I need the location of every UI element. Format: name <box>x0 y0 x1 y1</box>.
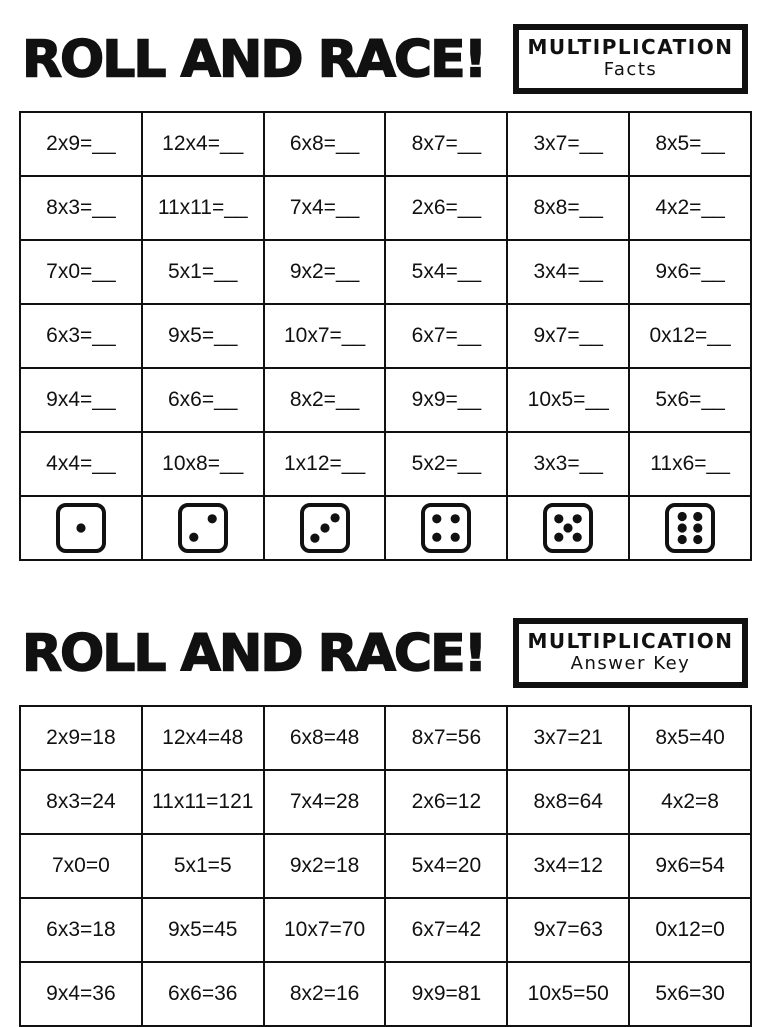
fact-cell: 5x4=__ <box>385 240 507 304</box>
fact-cell: 8x5=__ <box>629 112 751 176</box>
fact-cell: 1x12=__ <box>264 432 386 496</box>
answer-cell: 9x5=45 <box>142 898 264 962</box>
fact-cell: 9x9=__ <box>385 368 507 432</box>
answer-cell: 8x8=64 <box>507 770 629 834</box>
dice-cell <box>264 496 386 560</box>
worksheet-title: ROLL AND RACE! <box>22 30 486 90</box>
fact-cell: 11x6=__ <box>629 432 751 496</box>
fact-cell: 9x7=__ <box>507 304 629 368</box>
die-pip <box>330 513 339 522</box>
die-pip <box>451 533 460 542</box>
answer-row <box>20 898 751 962</box>
fact-row <box>20 304 751 368</box>
answer-row <box>20 770 751 834</box>
die-pip <box>433 533 442 542</box>
fact-cell: 7x4=__ <box>264 176 386 240</box>
fact-cell: 3x4=__ <box>507 240 629 304</box>
answer-cell: 5x1=5 <box>142 834 264 898</box>
answer-cell: 12x4=48 <box>142 706 264 770</box>
fact-cell: 8x7=__ <box>385 112 507 176</box>
fact-cell: 3x3=__ <box>507 432 629 496</box>
answer-cell: 7x4=28 <box>264 770 386 834</box>
die-pip <box>678 523 687 532</box>
dice-row <box>20 496 751 560</box>
fact-cell: 9x6=__ <box>629 240 751 304</box>
answer-cell: 4x2=8 <box>629 770 751 834</box>
badge-heading: MULTIPLICATION <box>527 35 734 59</box>
badge-subheading: Facts <box>603 59 658 80</box>
fact-row <box>20 368 751 432</box>
die-five-icon <box>542 502 594 554</box>
fact-cell: 6x6=__ <box>142 368 264 432</box>
die-pip <box>573 533 582 542</box>
die-pip <box>693 535 702 544</box>
answer-cell: 9x4=36 <box>20 962 142 1026</box>
fact-cell: 9x4=__ <box>20 368 142 432</box>
fact-cell: 2x6=__ <box>385 176 507 240</box>
die-pip <box>189 533 198 542</box>
answer-cell: 7x0=0 <box>20 834 142 898</box>
die-four-icon <box>420 502 472 554</box>
die-pip <box>678 512 687 521</box>
dice-cell <box>142 496 264 560</box>
answer-cell: 11x11=121 <box>142 770 264 834</box>
answer-cell: 6x8=48 <box>264 706 386 770</box>
answer-row <box>20 962 751 1026</box>
fact-row <box>20 240 751 304</box>
fact-cell: 10x5=__ <box>507 368 629 432</box>
fact-cell: 7x0=__ <box>20 240 142 304</box>
dice-cell <box>507 496 629 560</box>
die-pip <box>310 534 319 543</box>
fact-cell: 8x8=__ <box>507 176 629 240</box>
answer-cell: 8x5=40 <box>629 706 751 770</box>
die-pip <box>554 533 563 542</box>
die-pip <box>564 523 573 532</box>
fact-cell: 0x12=__ <box>629 304 751 368</box>
badge-subheading: Answer Key <box>570 653 691 674</box>
fact-cell: 5x1=__ <box>142 240 264 304</box>
fact-cell: 11x11=__ <box>142 176 264 240</box>
facts-grid <box>19 111 752 561</box>
die-three-icon <box>299 502 351 554</box>
answer-cell: 6x3=18 <box>20 898 142 962</box>
answer-cell: 9x6=54 <box>629 834 751 898</box>
fact-row <box>20 176 751 240</box>
answer-cell: 9x9=81 <box>385 962 507 1026</box>
fact-cell: 5x2=__ <box>385 432 507 496</box>
dice-cell <box>629 496 751 560</box>
fact-cell: 5x6=__ <box>629 368 751 432</box>
die-six-icon <box>664 502 716 554</box>
fact-row <box>20 112 751 176</box>
answer-key-badge <box>513 618 748 688</box>
answer-cell: 6x7=42 <box>385 898 507 962</box>
dice-cell <box>20 496 142 560</box>
answer-cell: 2x6=12 <box>385 770 507 834</box>
fact-cell: 9x5=__ <box>142 304 264 368</box>
answer-cell: 10x5=50 <box>507 962 629 1026</box>
answer-cell: 9x2=18 <box>264 834 386 898</box>
die-pip <box>678 535 687 544</box>
die-pip <box>320 523 329 532</box>
answer-cell: 8x2=16 <box>264 962 386 1026</box>
fact-cell: 10x7=__ <box>264 304 386 368</box>
answer-cell: 3x7=21 <box>507 706 629 770</box>
answer-key-title: ROLL AND RACE! <box>22 624 486 684</box>
answer-cell: 5x4=20 <box>385 834 507 898</box>
die-pip <box>76 523 85 532</box>
answer-cell: 8x3=24 <box>20 770 142 834</box>
die-pip <box>433 514 442 523</box>
fact-cell: 2x9=__ <box>20 112 142 176</box>
answer-row <box>20 834 751 898</box>
answer-row <box>20 706 751 770</box>
answer-cell: 6x6=36 <box>142 962 264 1026</box>
fact-row <box>20 432 751 496</box>
die-pip <box>693 523 702 532</box>
fact-cell: 6x8=__ <box>264 112 386 176</box>
die-pip <box>451 514 460 523</box>
answer-cell: 10x7=70 <box>264 898 386 962</box>
fact-cell: 3x7=__ <box>507 112 629 176</box>
dice-cell <box>385 496 507 560</box>
die-pip <box>207 514 216 523</box>
answer-cell: 9x7=63 <box>507 898 629 962</box>
answer-cell: 5x6=30 <box>629 962 751 1026</box>
worksheet-badge <box>513 24 748 94</box>
fact-cell: 12x4=__ <box>142 112 264 176</box>
fact-cell: 4x4=__ <box>20 432 142 496</box>
fact-cell: 6x7=__ <box>385 304 507 368</box>
answer-cell: 0x12=0 <box>629 898 751 962</box>
die-pip <box>573 514 582 523</box>
fact-cell: 6x3=__ <box>20 304 142 368</box>
die-one-icon <box>55 502 107 554</box>
badge-heading: MULTIPLICATION <box>527 629 734 653</box>
fact-cell: 10x8=__ <box>142 432 264 496</box>
die-pip <box>693 512 702 521</box>
answer-cell: 8x7=56 <box>385 706 507 770</box>
fact-cell: 8x2=__ <box>264 368 386 432</box>
fact-cell: 4x2=__ <box>629 176 751 240</box>
fact-cell: 8x3=__ <box>20 176 142 240</box>
die-two-icon <box>177 502 229 554</box>
fact-cell: 9x2=__ <box>264 240 386 304</box>
answer-cell: 3x4=12 <box>507 834 629 898</box>
answer-cell: 2x9=18 <box>20 706 142 770</box>
die-pip <box>554 514 563 523</box>
answer-key-grid <box>19 705 752 1027</box>
